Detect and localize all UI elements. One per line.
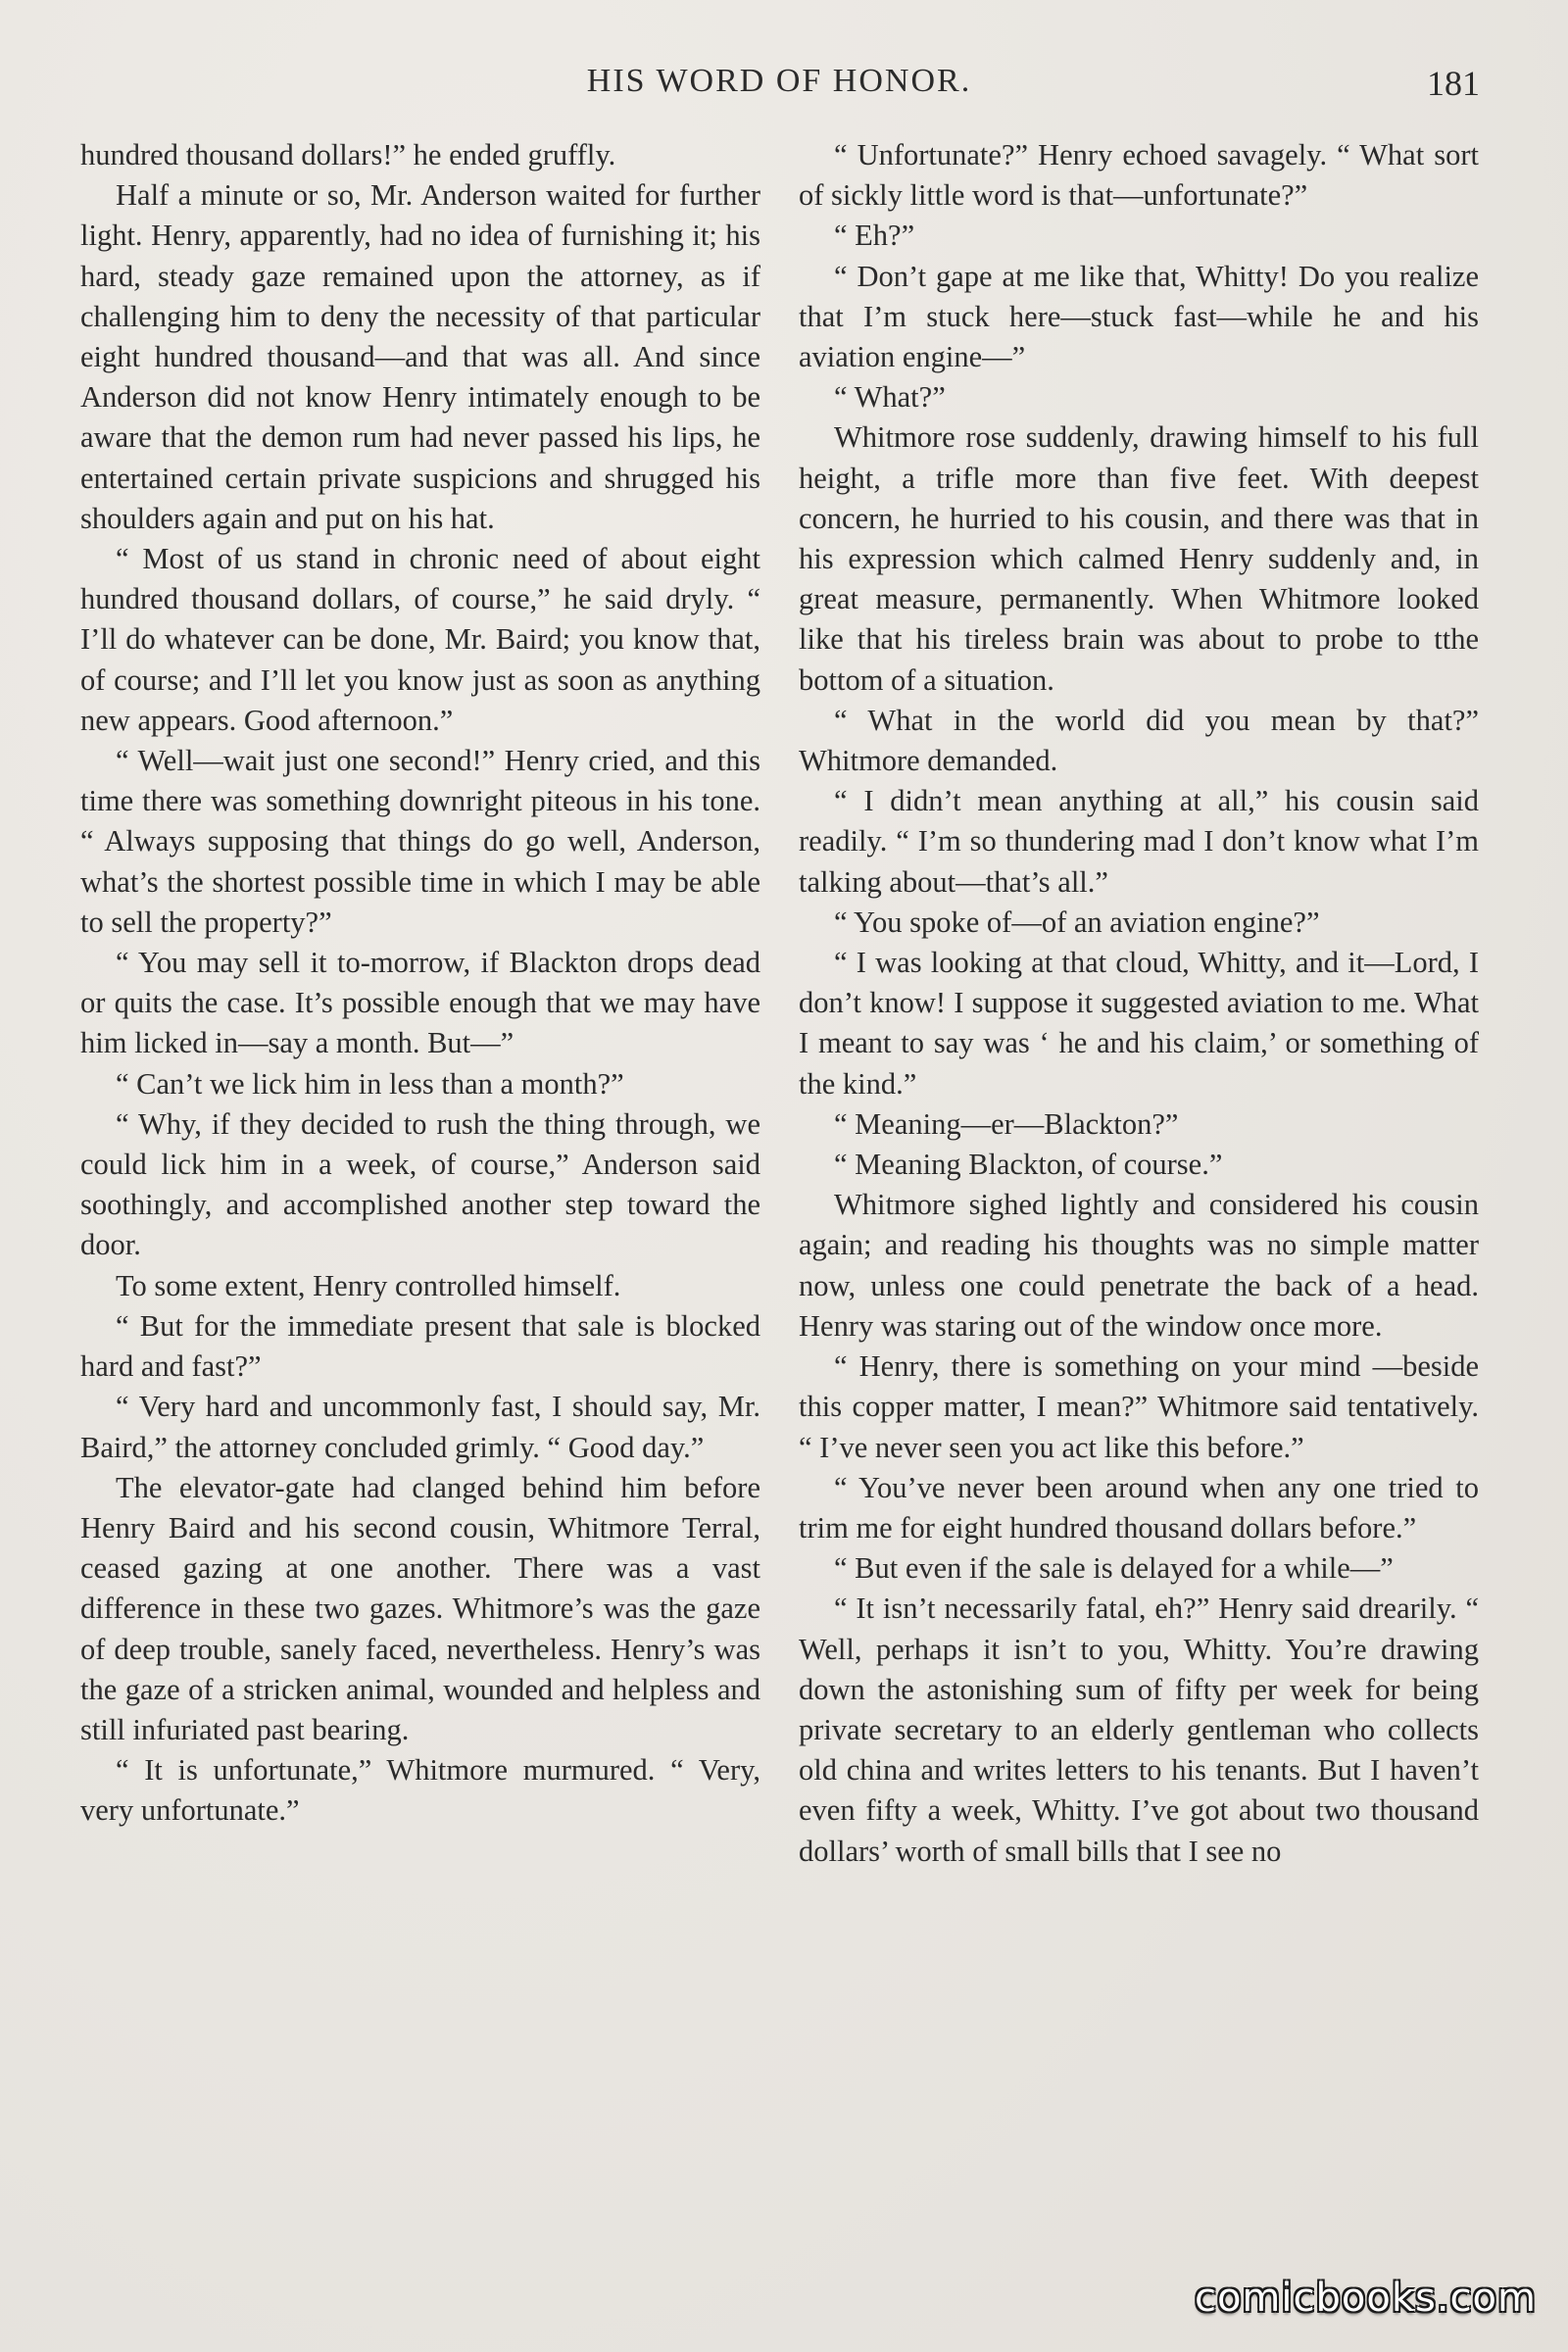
paragraph: “ What?” bbox=[834, 380, 946, 415]
paragraph: Whitmore sighed lightly and considered his cousin again; and reading his thoughts was no simple matter now, unless one could penetrate the back of a head. Henry was staring out of the window once more. bbox=[799, 1188, 1479, 1343]
paragraph: Half a minute or so, Mr. Anderson waited for further light. Henry, apparently, had no idea of furnishing it; his hard, steady gaze remained upon the attorney, as if challenging him to deny the necessity of that particular eight hundred thousand—and that was all. And since Anderson did not know Henry intimately enough to be aware that the demon rum had never passed his lips, he entertained certain private suspicions and shrugged his shoulders again and put on his hat. bbox=[80, 178, 760, 535]
paragraph: “ Can’t we lick him in less than a month?” bbox=[116, 1066, 624, 1101]
right-column bbox=[799, 135, 1479, 1872]
watermark-logo: comicbooks.com bbox=[1194, 2276, 1537, 2321]
paragraph: “ You spoke of—of an aviation engine?” bbox=[834, 905, 1320, 939]
left-column bbox=[80, 135, 760, 1832]
paragraph: Whitmore rose suddenly, drawing himself to his full height, a trifle more than five feet. With deepest concern, he hurried to his cousin, and there was that in his expression which calmed Henry suddenly and, in great measure, permanently. When Whitmore looked like that his tireless brain was about to probe to tthe bottom of a situation. bbox=[799, 420, 1479, 697]
page-number: 181 bbox=[1427, 64, 1480, 103]
paragraph: hundred thousand dollars!” he ended gruffly. bbox=[80, 138, 616, 172]
paragraph: “ Most of us stand in chronic need of about eight hundred thousand dollars, of course,” he said dryly. “ I’ll do whatever can be done, Mr. Baird; you know that, of course; and I’ll let you know just as soon as anything new appears. Good afternoon.” bbox=[80, 542, 760, 737]
paragraph: “ Well—wait just one second!” Henry cried, and this time there was something downright piteous in his tone. “ Always supposing that things do go well, Anderson, what’s the shortest possible time in which I may be able to sell the property?” bbox=[80, 744, 760, 939]
paragraph: “ It is unfortunate,” Whitmore murmured. “ Very, very unfortunate.” bbox=[80, 1753, 760, 1828]
paragraph: “ You may sell it to-morrow, if Blackton drops dead or quits the case. It’s possible enough that we may have him licked in—say a month. But—” bbox=[80, 946, 760, 1060]
paragraph: “ You’ve never been around when any one tried to trim me for eight hundred thousand dollars before.” bbox=[799, 1470, 1479, 1544]
paragraph: “ It isn’t necessarily fatal, eh?” Henry said drearily. “ Well, perhaps it isn’t to you, Whitty. You’re drawing down the astonishing sum of fifty per week for being private secretary to an elderly gentleman who collects old china and writes letters to his tenants. But I haven’t even fifty a week, Whitty. I’ve got about two thousand dollars’ worth of small bills that I see no bbox=[799, 1592, 1479, 1868]
running-title: HIS WORD OF HONOR. bbox=[586, 63, 972, 99]
paragraph: To some extent, Henry controlled himself. bbox=[116, 1268, 621, 1302]
paragraph: “ I was looking at that cloud, Whitty, and it—Lord, I don’t know! I suppose it suggested aviation to me. What I meant to say was ‘ he and his claim,’ or something of the kind.” bbox=[799, 946, 1479, 1101]
paragraph: “ I didn’t mean anything at all,” his cousin said readily. “ I’m so thundering mad I don’t know what I’m talking about—that’s all.” bbox=[799, 784, 1479, 899]
running-head bbox=[78, 63, 1480, 112]
paragraph: “ What in the world did you mean by that?” Whitmore demanded. bbox=[799, 703, 1479, 778]
paragraph: The elevator-gate had clanged behind him before Henry Baird and his second cousin, Whitmore Terral, ceased gazing at one another. There was a vast difference in these two gazes. Whitmore’s was the gaze of deep trouble, sanely faced, nevertheless. Henry’s was the gaze of a stricken animal, wounded and helpless and still infuriated past bearing. bbox=[80, 1470, 760, 1746]
paragraph: “ Meaning—er—Blackton?” bbox=[834, 1106, 1179, 1141]
paragraph: “ But even if the sale is delayed for a while—” bbox=[834, 1551, 1394, 1586]
paragraph: “ But for the immediate present that sale is blocked hard and fast?” bbox=[80, 1308, 760, 1384]
paragraph: “ Henry, there is something on your mind —beside this copper matter, I mean?” Whitmore said tentatively. “ I’ve never seen you act like this before.” bbox=[799, 1349, 1479, 1464]
paragraph: “ Very hard and uncommonly fast, I should say, Mr. Baird,” the attorney concluded grimly. “ Good day.” bbox=[80, 1390, 760, 1464]
paragraph: “ Unfortunate?” Henry echoed savagely. “ What sort of sickly little word is that—unfortunate?” bbox=[799, 138, 1479, 213]
paragraph: “ Meaning Blackton, of course.” bbox=[834, 1148, 1223, 1182]
paragraph: “ Eh?” bbox=[834, 219, 915, 253]
paragraph: “ Why, if they decided to rush the thing through, we could lick him in a week, of course,” Anderson said soothingly, and accomplished another step toward the door. bbox=[80, 1106, 760, 1262]
paragraph: “ Don’t gape at me like that, Whitty! Do you realize that I’m stuck here—stuck fast—while he and his aviation engine—” bbox=[799, 259, 1479, 374]
